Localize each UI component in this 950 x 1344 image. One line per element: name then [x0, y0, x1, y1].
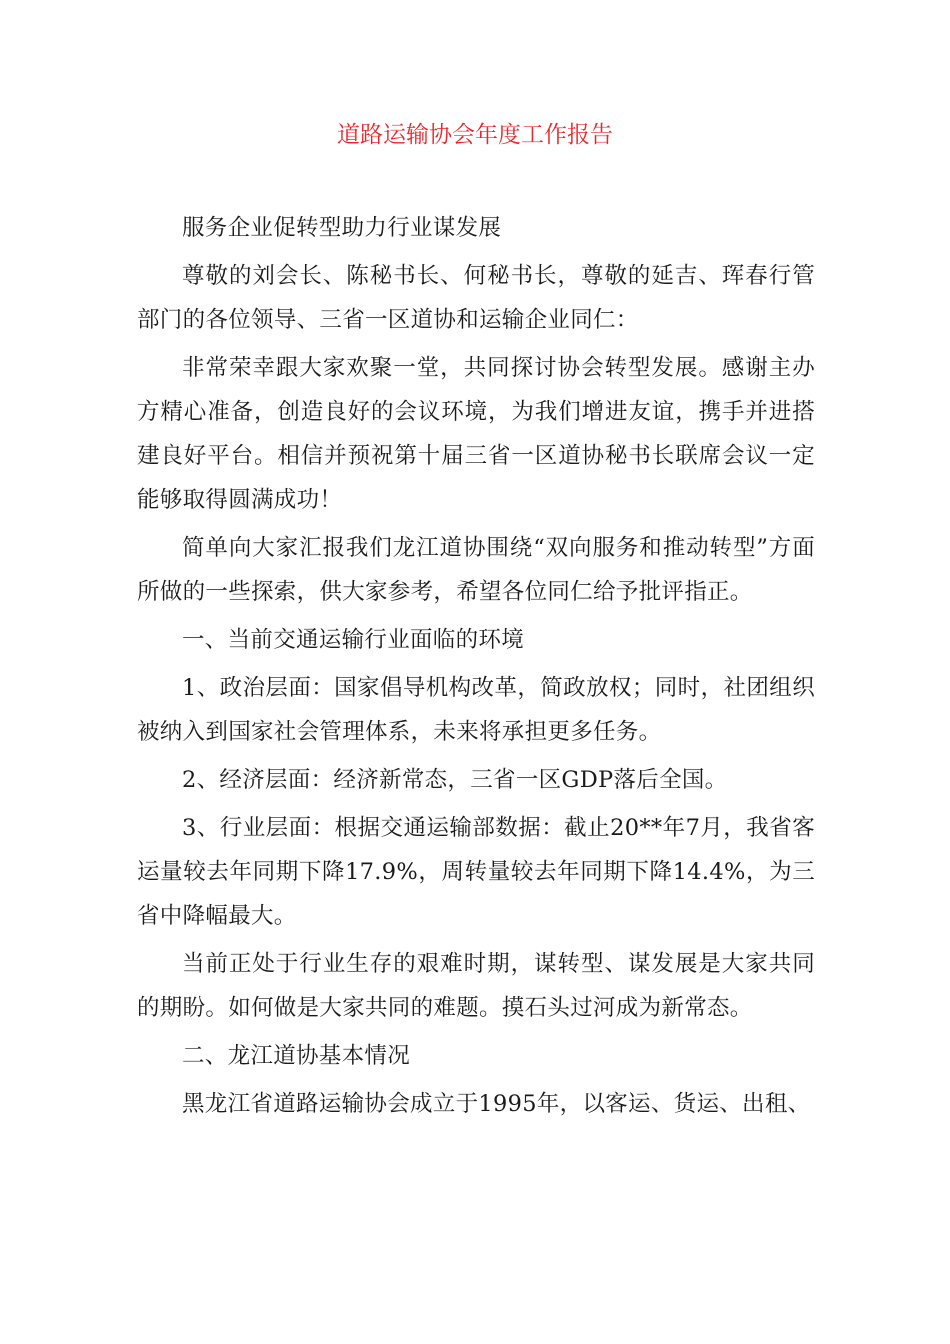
- paragraph-association: 黑龙江省道路运输协会成立于1995年，以客运、货运、出租、: [182, 1091, 811, 1117]
- paragraph-outlook: 当前正处于行业生存的艰难时期，谋转型、谋发展是大家共同的期盼。如何做是大家共同的难题。摸石头过河成为新常态。: [137, 951, 815, 1021]
- paragraph-salutation: 尊敬的刘会长、陈秘书长、何秘书长，尊敬的延吉、珲春行管部门的各位领导、三省一区道协和运输企业同仁：: [137, 263, 815, 333]
- document-body: [137, 206, 815, 1130]
- paragraph-industry: 3、行业层面：根据交通运输部数据：截止20**年7月，我省客运量较去年同期下降17.9%，周转量较去年同期下降14.4%，为三省中降幅最大。: [137, 815, 815, 929]
- paragraph-economic: 2、经济层面：经济新常态，三省一区GDP落后全国。: [182, 767, 728, 793]
- paragraph-subtitle: 服务企业促转型助力行业谋发展: [182, 215, 502, 241]
- document-title: 道路运输协会年度工作报告: [337, 122, 613, 148]
- paragraph-political: 1、政治层面：国家倡导机构改革，简政放权；同时，社团组织被纳入到国家社会管理体系，未来将承担更多任务。: [137, 675, 815, 745]
- section-heading-1: 一、当前交通运输行业面临的环境: [182, 627, 525, 653]
- paragraph-intro: 简单向大家汇报我们龙江道协围绕“双向服务和推动转型”方面所做的一些探索，供大家参考，希望各位同仁给予批评指正。: [137, 535, 815, 605]
- paragraph-greeting: 非常荣幸跟大家欢聚一堂，共同探讨协会转型发展。感谢主办方精心准备，创造良好的会议环境，为我们增进友谊，携手并进搭建良好平台。相信并预祝第十届三省一区道协秘书长联席会议一定能够取得圆满成功！: [137, 355, 815, 513]
- section-heading-2: 二、龙江道协基本情况: [182, 1043, 411, 1069]
